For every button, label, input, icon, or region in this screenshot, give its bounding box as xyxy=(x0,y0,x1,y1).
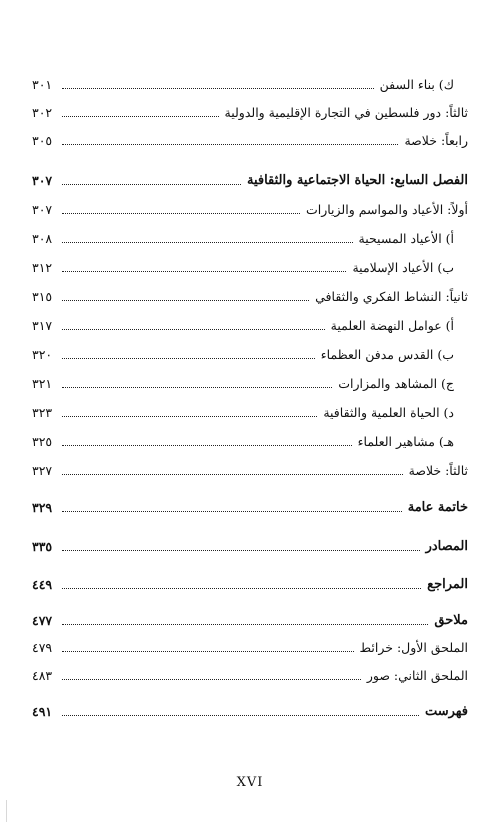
toc-entry-page: ٣١٥ xyxy=(32,289,53,304)
toc-entry-label: ملاحق xyxy=(434,613,468,628)
dot-leader xyxy=(62,184,241,185)
dot-leader xyxy=(62,271,346,272)
toc-entry xyxy=(32,658,468,684)
toc-entry-page: ٣٢٣ xyxy=(32,405,53,420)
dot-leader xyxy=(62,116,219,117)
toc-entry xyxy=(32,192,468,218)
dot-leader xyxy=(62,213,300,214)
toc-entry-page: ٣٠٢ xyxy=(32,105,53,120)
toc-entry-page: ٤٤٩ xyxy=(32,577,53,592)
dot-leader xyxy=(62,588,421,589)
toc-entry-page: ٤٩١ xyxy=(32,704,53,719)
dot-leader xyxy=(62,387,332,388)
toc-entry-page: ٣٠٧ xyxy=(32,173,53,188)
toc-entry-label: ثالثاً: دور فلسطين في التجارة الإقليمية والدولية xyxy=(224,105,468,120)
toc-entry xyxy=(32,221,468,247)
toc-entry xyxy=(32,250,468,276)
toc-chapter-entry xyxy=(32,490,468,516)
toc-entry-page: ٣١٢ xyxy=(32,260,53,275)
toc-entry-label: رابعاً: خلاصة xyxy=(404,133,468,148)
dot-leader xyxy=(62,300,309,301)
toc-entry xyxy=(32,366,468,392)
dot-leader xyxy=(62,329,325,330)
toc-entry-label: هـ) مشاهير العلماء xyxy=(357,434,454,449)
toc-entry xyxy=(32,308,468,334)
dot-leader xyxy=(62,416,317,417)
toc-entry xyxy=(32,337,468,363)
toc-entry-page: ٣٠٨ xyxy=(32,231,53,246)
toc-entry-label: ثالثاً: خلاصة xyxy=(408,463,468,478)
toc-entry-page: ٤٧٧ xyxy=(32,613,53,628)
dot-leader xyxy=(62,715,419,716)
dot-leader xyxy=(62,144,398,145)
toc-entry-page: ٣٠٥ xyxy=(32,133,53,148)
toc-entry xyxy=(32,453,468,479)
dot-leader xyxy=(62,624,428,625)
toc-entry-label: الملحق الأول: خرائط xyxy=(359,640,468,655)
dot-leader xyxy=(62,511,402,512)
toc-entry-label: المصادر xyxy=(425,539,468,554)
toc-entry-label: أ) الأعياد المسيحية xyxy=(358,231,454,246)
toc-entry-page: ٣٠٧ xyxy=(32,202,53,217)
toc-entry xyxy=(32,123,468,149)
toc-entry-label: الفصل السابع: الحياة الاجتماعية والثقافية xyxy=(246,173,468,188)
toc-chapter-entry xyxy=(32,603,468,629)
toc-entry-page: ٣٢٠ xyxy=(32,347,53,362)
dot-leader xyxy=(62,445,352,446)
toc-entry-label: فهرست xyxy=(424,704,468,719)
dot-leader xyxy=(62,358,315,359)
toc-entry-page: ٣٠١ xyxy=(32,77,53,92)
toc-entry xyxy=(32,395,468,421)
dot-leader xyxy=(62,474,403,475)
toc-entry-page: ٣٢٥ xyxy=(32,434,53,449)
toc-entry-label: د) الحياة العلمية والثقافية xyxy=(323,405,454,420)
toc-entry xyxy=(32,424,468,450)
toc-chapter-entry xyxy=(32,529,468,555)
toc-entry-label: ب) الأعياد الإسلامية xyxy=(352,260,454,275)
toc-entry-page: ٤٨٣ xyxy=(32,668,53,683)
toc-entry xyxy=(32,67,468,93)
toc-entry-page: ٣٣٥ xyxy=(32,539,53,554)
page-number: XVI xyxy=(236,775,264,790)
toc-entry-page: ٣٢٩ xyxy=(32,500,53,515)
toc-entry-label: ك) بناء السفن xyxy=(379,77,454,92)
toc-chapter-entry xyxy=(32,567,468,593)
toc-entry xyxy=(32,279,468,305)
toc-entry-label: خاتمة عامة xyxy=(407,500,468,515)
toc-entry-page: ٣٢١ xyxy=(32,376,53,391)
dot-leader xyxy=(62,651,354,652)
toc-entry-label: ج) المشاهد والمزارات xyxy=(338,376,454,391)
dot-leader xyxy=(62,242,353,243)
toc-entry-label: الملحق الثاني: صور xyxy=(366,668,468,683)
toc-entry xyxy=(32,95,468,121)
toc-entry xyxy=(32,630,468,656)
toc-entry-label: أولاً: الأعياد والمواسم والزيارات xyxy=(305,202,468,217)
toc-entry-page: ٤٧٩ xyxy=(32,640,53,655)
dot-leader xyxy=(62,679,361,680)
toc-chapter-entry xyxy=(32,163,468,189)
dot-leader xyxy=(62,88,374,89)
page-edge-mark xyxy=(6,800,7,822)
toc-entry-label: أ) عوامل النهضة العلمية xyxy=(330,318,454,333)
toc-entry-page: ٣١٧ xyxy=(32,318,53,333)
toc-entry-label: المراجع xyxy=(427,577,468,592)
dot-leader xyxy=(62,550,420,551)
toc-entry-label: ثانياً: النشاط الفكري والثقافي xyxy=(315,289,468,304)
toc-entry-label: ب) القدس مدفن العظماء xyxy=(320,347,454,362)
toc-entry-page: ٣٢٧ xyxy=(32,463,53,478)
toc-chapter-entry xyxy=(32,694,468,720)
